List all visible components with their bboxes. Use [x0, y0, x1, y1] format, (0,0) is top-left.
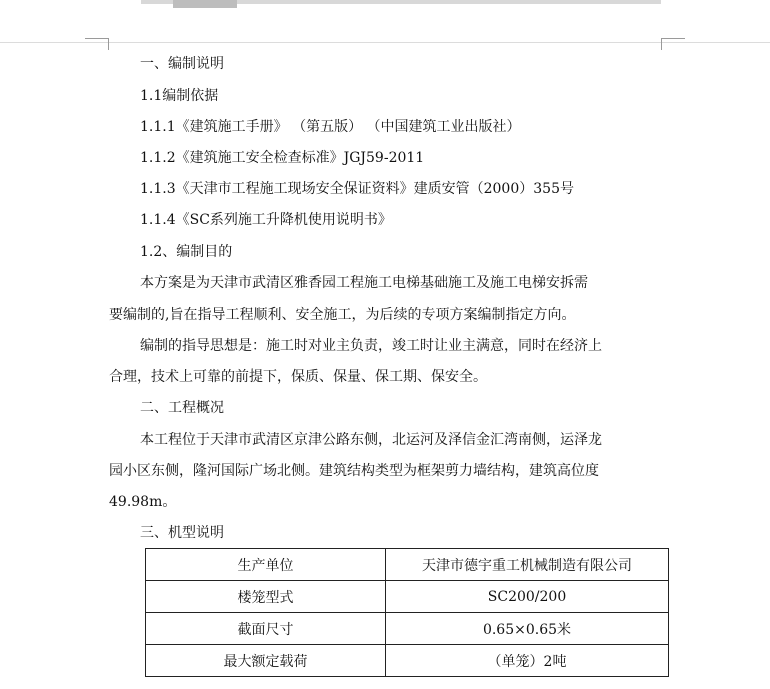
page-top-edge	[0, 42, 770, 43]
viewport-bottom-edge	[0, 684, 770, 689]
spec-table	[145, 548, 669, 677]
table-cell-value: （单笼）2吨	[386, 645, 669, 677]
table-row	[146, 549, 669, 581]
table-row	[146, 645, 669, 677]
subsection-1-1-heading: 1.1编制依据	[140, 88, 219, 104]
section3-heading: 三、机型说明	[140, 525, 224, 541]
table-cell-value: 0.65×0.65米	[386, 613, 669, 645]
table-row	[146, 581, 669, 613]
reference-item: 1.1.4《SC系列施工升降机使用说明书》	[140, 212, 392, 228]
crop-mark-right	[661, 38, 685, 50]
horizontal-scrollbar[interactable]	[141, 0, 661, 4]
table-cell-label: 截面尺寸	[146, 613, 386, 645]
table-cell-label: 楼笼型式	[146, 581, 386, 613]
scrollbar-thumb[interactable]	[173, 0, 237, 8]
paragraph-line: 要编制的,旨在指导工程顺利、安全施工，为后续的专项方案编制指定方向。	[109, 307, 576, 323]
section2-heading: 二、工程概况	[140, 400, 224, 416]
subsection-1-2-heading: 1.2、编制目的	[140, 244, 233, 260]
table-cell-value: 天津市德宇重工机械制造有限公司	[386, 549, 669, 581]
table-cell-label: 生产单位	[146, 549, 386, 581]
crop-mark-left	[85, 38, 109, 50]
paragraph-line: 49.98m。	[109, 494, 177, 510]
section1-heading: 一、编制说明	[140, 56, 224, 72]
paragraph-line: 本方案是为天津市武清区雅香园工程施工电梯基础施工及施工电梯安拆需	[140, 275, 588, 291]
table-cell-label: 最大额定载荷	[146, 645, 386, 677]
table-row	[146, 613, 669, 645]
paragraph-line: 合理，技术上可靠的前提下，保质、保量、保工期、保安全。	[109, 369, 487, 385]
table-cell-value: SC200/200	[386, 581, 669, 613]
paragraph-line: 编制的指导思想是：施工时对业主负责，竣工时让业主满意，同时在经济上	[140, 338, 602, 354]
reference-item: 1.1.3《天津市工程施工现场安全保证资料》建质安管（2000）355号	[140, 181, 574, 197]
paragraph-line: 园小区东侧，隆河国际广场北侧。建筑结构类型为框架剪力墙结构，建筑高位度	[109, 463, 599, 479]
paragraph-line: 本工程位于天津市武清区京津公路东侧，北运河及泽信金汇湾南侧，运泽龙	[140, 432, 602, 448]
reference-item: 1.1.1《建筑施工手册》 （第五版） （中国建筑工业出版社）	[140, 119, 521, 135]
reference-item: 1.1.2《建筑施工安全检查标准》JGJ59-2011	[140, 150, 425, 166]
